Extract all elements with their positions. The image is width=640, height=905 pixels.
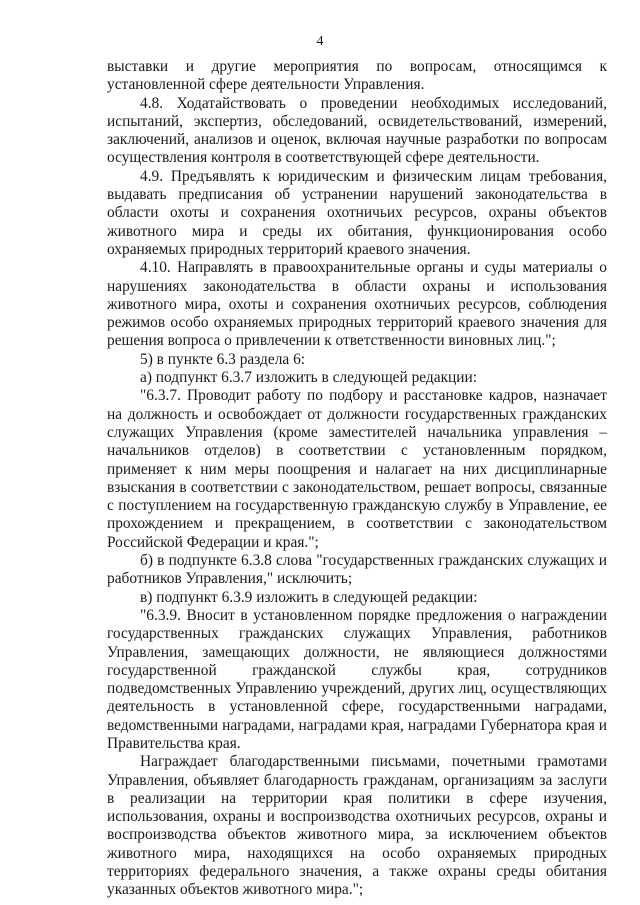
paragraph: 4.9. Предъявлять к юридическим и физическим лицам требования, выдавать предписания об устранении нарушений законодательства в области охоты и сохранения охотничьих ресурсов, охраны объектов животного мира и среды их обитания, функционирования особо охраняемых природных территорий краевого значения.	[107, 167, 607, 258]
paragraph: Награждает благодарственными письмами, почетными грамотами Управления, объявляет благодарность гражданам, организациям за заслуги в реализации на территории края политики в сфере изучения, использования, охраны и воспроизводства охотничьих ресурсов, охраны и воспроизводства объектов животного мира, за исключением объектов животного мира, находящихся на особо охраняемых природных территориях федерального значения, а также охраны среды обитания указанных объектов животного мира.";	[107, 753, 607, 899]
paragraph: б) в подпункте 6.3.8 слова "государственных гражданских служащих и работников Управления," исключить;	[107, 552, 607, 588]
paragraph: 4.8. Ходатайствовать о проведении необходимых исследований, испытаний, экспертиз, обследований, освидетельствований, измерений, заключений, анализов и оценок, включая научные разработки по вопросам осуществления контроля в соответствующей сфере деятельности.	[107, 94, 607, 167]
paragraph: 5) в пункте 6.3 раздела 6:	[140, 350, 306, 368]
page-number: 4	[316, 34, 324, 49]
paragraph: 4.10. Направлять в правоохранительные органы и суды материалы о нарушениях законодательства в области охраны и использования животного мира, охоты и сохранения охотничьих ресурсов, соблюдения режимов особо охраняемых природных территорий краевого значения для решения вопроса о привлечении к ответственности виновных лиц.";	[107, 259, 607, 350]
paragraph: а) подпункт 6.3.7 изложить в следующей редакции:	[140, 369, 478, 387]
paragraph: в) подпункт 6.3.9 изложить в следующей редакции:	[140, 588, 478, 606]
paragraph: "6.3.7. Проводит работу по подбору и расстановке кадров, назначает на должность и освобождает от должности государственных гражданских служащих Управления (кроме заместителей начальника управления – начальников отделов) в соответствии с установленным порядком, применяет к ним меры поощрения и налагает на них дисциплинарные взыскания в соответствии с законодательством, решает вопросы, связанные с поступлением на государственную гражданскую службу в Управление, ее прохождением и прекращением, в соответствии с законодательством Российской Федерации и края.";	[107, 387, 607, 551]
paragraph: "6.3.9. Вносит в установленном порядке предложения о награждении государственных гражданских служащих Управления, работников Управления, замещающих должности, не являющиеся должностями государственной гражданской службы края, сотрудников подведомственных Управлению учреждений, других лиц, осуществляющих деятельность в установленной сфере, государственными наградами, ведомственными наградами, наградами края, наградами Губернатора края и Правительства края.	[107, 606, 607, 752]
paragraph: выставки и другие мероприятия по вопросам, относящимся к установленной сфере деятельности Управления.	[107, 58, 607, 94]
body-text	[107, 58, 607, 900]
